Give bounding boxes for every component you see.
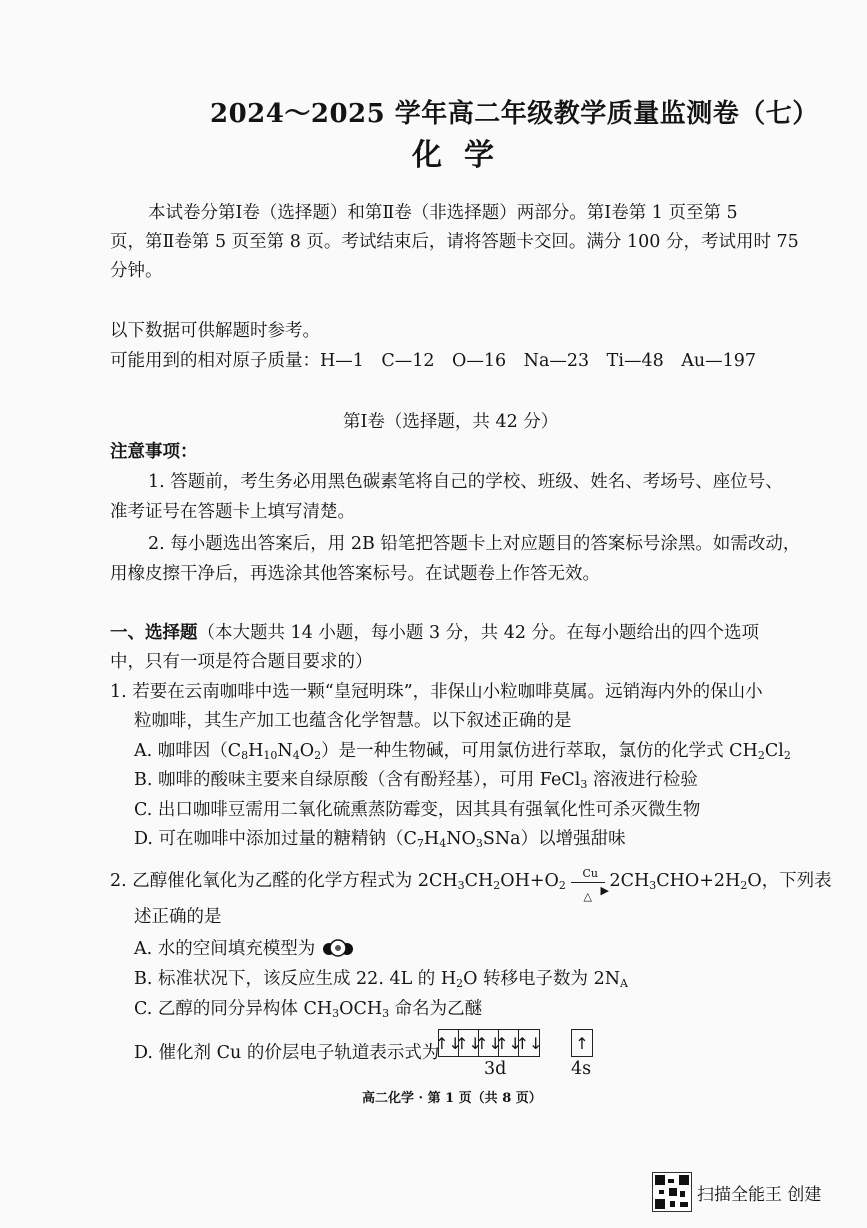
orbital-3d-cell: ↑↓ xyxy=(479,1030,499,1056)
q2-option-a: A. 水的空间填充模型为 xyxy=(134,936,355,963)
intro-line-3: 分钟。 xyxy=(110,261,163,281)
part1-desc: （本大题共 14 小题，每小题 3 分，共 42 分。在每小题给出的四个选项 xyxy=(197,623,760,643)
note-2-line-2: 用橡皮擦干净后，再选涂其他答案标号。在试题卷上作答无效。 xyxy=(110,564,600,584)
notes-heading: 注意事项： xyxy=(110,442,198,462)
scanner-watermark: 扫描全能王 创建 xyxy=(697,1185,822,1205)
q1-option-d: D. 可在咖啡中添加过量的糖精钠$(C_7H_4NO_3SNa)$以增强甜味 xyxy=(134,829,626,850)
section1-header: 第Ⅰ卷（选择题，共 42 分） xyxy=(343,412,559,432)
orbital-3d-cell: ↑↓ xyxy=(499,1030,519,1056)
part1-label: 一、选择题 xyxy=(110,623,198,643)
q2-option-c: C. 乙醇的同分异构体 $CH_3OCH_3$ 命名为乙醚 xyxy=(134,999,483,1020)
orbital-3d-box xyxy=(435,1029,543,1057)
page-footer: 高二化学 · 第 1 页（共 8 页） xyxy=(362,1091,542,1106)
q2-stem-line-2: 述正确的是 xyxy=(134,907,222,927)
q1-stem-line-1: 1. 若要在云南咖啡中选一颗“皇冠明珠”，非保山小粒咖啡莫属。远销海内外的保山小 xyxy=(110,682,763,702)
subject-title: 化学 xyxy=(412,138,516,173)
q1-stem-line-2: 粒咖啡，其生产加工也蕴含化学智慧。以下叙述正确的是 xyxy=(134,711,572,731)
orbital-3d-cell: ↑↓ xyxy=(439,1030,459,1056)
part1-line-2: 中，只有一项是符合题目要求的） xyxy=(110,652,373,672)
note-2-line-1: 2. 每小题选出答案后，用 2B 铅笔把答题卡上对应题目的答案标号涂黑。如需改动， xyxy=(148,534,801,554)
orbital-3d-cell: ↑↓ xyxy=(515,1033,543,1053)
orbital-3d-label: 3d xyxy=(484,1059,507,1079)
intro-line-1: 本试卷分第Ⅰ卷（选择题）和第Ⅱ卷（非选择题）两部分。第Ⅰ卷第 1 页至第 5 xyxy=(148,203,738,223)
q2-option-b: B. 标准状况下，该反应生成 22. 4L 的 $H_2O$ 转移电子数为 $2N_A$ xyxy=(134,969,628,990)
note-1-line-1: 1. 答题前，考生务必用黑色碳素笔将自己的学校、班级、姓名、考场号、座位号、 xyxy=(148,472,783,492)
exam-title: 2024～2025 学年高二年级教学质量监测卷（七） xyxy=(210,99,819,129)
atomic-masses: 可能用到的相对原子质量：H—1 C—12 O—16 Na—23 Ti—48 Au—197 xyxy=(110,351,757,371)
reaction-arrow: Cu ▶ △ xyxy=(571,873,609,891)
qr-code-icon xyxy=(652,1172,692,1212)
orbital-4s-box xyxy=(571,1029,593,1057)
catalyst-label: Cu xyxy=(582,866,598,880)
reference-data: 以下数据可供解题时参考。 xyxy=(110,321,320,341)
note-1-line-2: 准考证号在答题卡上填写清楚。 xyxy=(110,502,355,522)
orbital-4s-label: 4s xyxy=(571,1059,592,1079)
orbital-3d-cell: ↑↓ xyxy=(459,1030,479,1056)
q1-option-b: B. 咖啡的酸味主要来自绿原酸（含有酚羟基），可用 FeCl$_3$ 溶液进行检验 xyxy=(134,770,698,791)
q2-stem-line-1: 2. 乙醇催化氧化为乙醛的化学方程式为 $2CH_3CH_2OH+O_2$ Cu ▶ △ $2CH_3CHO+2H_2O$，下列表 xyxy=(110,868,832,895)
part1-line-1 xyxy=(110,620,759,647)
orbital-4s-cell: ↑ xyxy=(575,1033,589,1053)
q1-option-c: C. 出口咖啡豆需用二氧化硫熏蒸防霉变，因其具有强氧化性可杀灭微生物 xyxy=(134,800,701,820)
q2-option-d: D. 催化剂 Cu 的价层电子轨道表示式为 xyxy=(134,1043,440,1063)
water-space-filling-model xyxy=(321,939,355,957)
heat-label: △ xyxy=(583,889,592,903)
q1-option-a: A. 咖啡因$(C_8H_{10}N_4O_2)$是一种生物碱，可用氯仿进行萃取，氯仿的化学式 $CH_2Cl_2$ xyxy=(134,741,791,762)
intro-line-2: 页，第Ⅱ卷第 5 页至第 8 页。考试结束后，请将答题卡交回。满分 100 分，考试用时 75 xyxy=(110,232,799,252)
